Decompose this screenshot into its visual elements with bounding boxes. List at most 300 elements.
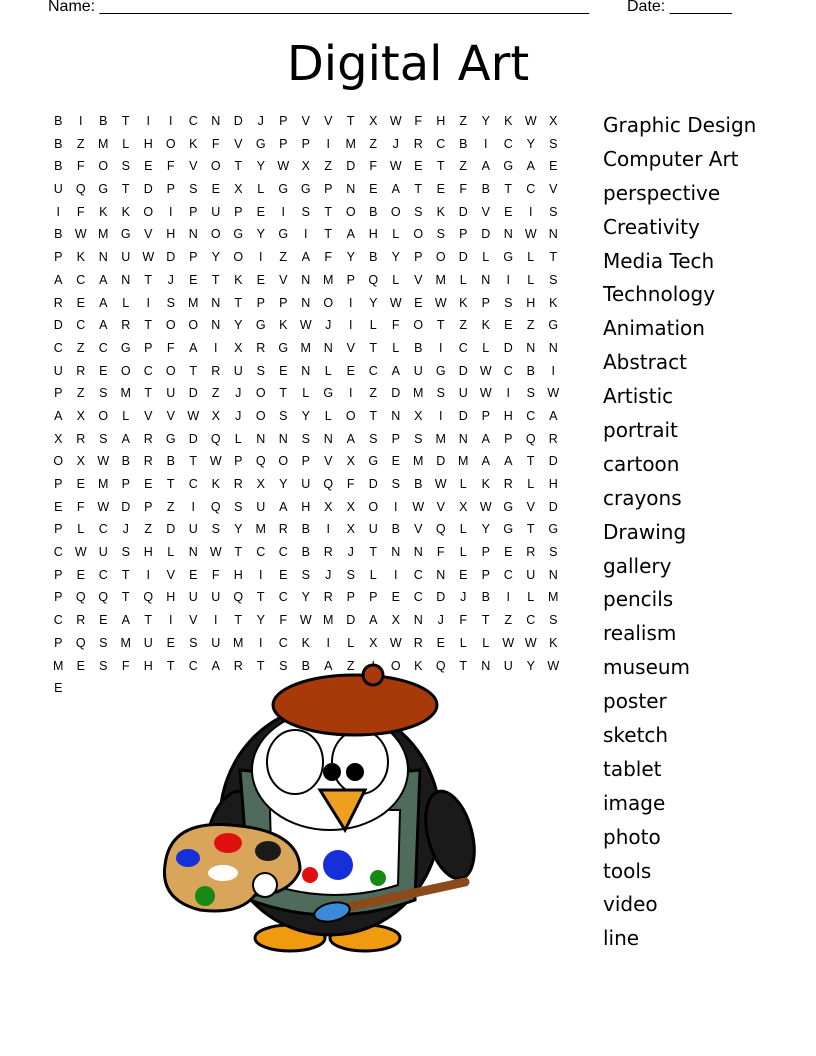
grid-letter[interactable]: L bbox=[392, 340, 400, 355]
grid-letter[interactable]: X bbox=[256, 477, 265, 491]
grid-letter[interactable]: T bbox=[256, 590, 265, 605]
grid-letter[interactable]: A bbox=[391, 363, 400, 378]
grid-letter[interactable]: D bbox=[458, 250, 468, 265]
grid-letter[interactable]: C bbox=[98, 567, 108, 582]
grid-letter[interactable]: S bbox=[189, 635, 198, 650]
grid-letter[interactable]: W bbox=[389, 635, 402, 650]
grid-letter[interactable]: I bbox=[146, 295, 150, 310]
grid-letter[interactable]: B bbox=[481, 182, 490, 197]
grid-letter[interactable]: S bbox=[279, 658, 288, 673]
grid-letter[interactable]: I bbox=[394, 567, 398, 582]
grid-letter[interactable]: D bbox=[548, 454, 558, 469]
grid-letter[interactable]: I bbox=[191, 499, 195, 514]
grid-letter[interactable]: C bbox=[368, 363, 378, 378]
grid-letter[interactable]: L bbox=[459, 635, 467, 650]
grid-letter[interactable]: P bbox=[256, 295, 265, 310]
grid-letter[interactable]: B bbox=[54, 159, 63, 174]
grid-letter[interactable]: T bbox=[234, 295, 243, 310]
grid-letter[interactable]: L bbox=[482, 250, 490, 265]
grid-letter[interactable]: R bbox=[233, 658, 243, 673]
grid-letter[interactable]: F bbox=[436, 545, 445, 560]
grid-letter[interactable]: K bbox=[76, 250, 85, 265]
grid-letter[interactable]: Z bbox=[459, 114, 468, 128]
grid-letter[interactable]: T bbox=[144, 272, 153, 287]
grid-letter[interactable]: X bbox=[391, 613, 400, 628]
grid-letter[interactable]: D bbox=[458, 204, 468, 219]
grid-letter[interactable]: R bbox=[143, 431, 153, 446]
grid-letter[interactable]: E bbox=[504, 204, 513, 219]
grid-letter[interactable]: L bbox=[302, 386, 310, 401]
grid-letter[interactable]: E bbox=[76, 477, 85, 491]
grid-letter[interactable]: E bbox=[549, 159, 558, 174]
grid-letter[interactable]: S bbox=[279, 408, 288, 423]
grid-letter[interactable]: T bbox=[211, 272, 220, 287]
grid-letter[interactable]: I bbox=[394, 499, 398, 514]
grid-letter[interactable]: Q bbox=[525, 431, 536, 446]
grid-letter[interactable]: E bbox=[144, 159, 153, 174]
grid-letter[interactable]: K bbox=[549, 635, 558, 650]
grid-letter[interactable]: I bbox=[326, 522, 330, 537]
grid-letter[interactable]: V bbox=[189, 159, 198, 174]
grid-letter[interactable]: N bbox=[256, 431, 266, 446]
grid-letter[interactable]: P bbox=[504, 431, 513, 446]
grid-letter[interactable]: N bbox=[413, 613, 423, 628]
grid-letter[interactable]: P bbox=[234, 454, 243, 469]
grid-letter[interactable]: S bbox=[256, 363, 265, 378]
grid-letter[interactable]: U bbox=[211, 635, 221, 650]
grid-letter[interactable]: U bbox=[526, 567, 536, 582]
grid-letter[interactable]: R bbox=[76, 613, 86, 628]
grid-letter[interactable]: E bbox=[504, 545, 513, 560]
grid-letter[interactable]: J bbox=[235, 386, 242, 401]
grid-letter[interactable]: O bbox=[165, 136, 176, 151]
grid-letter[interactable]: X bbox=[234, 340, 243, 355]
grid-letter[interactable]: F bbox=[324, 250, 333, 265]
grid-letter[interactable]: C bbox=[503, 363, 513, 378]
grid-letter[interactable]: W bbox=[547, 386, 560, 401]
grid-letter[interactable]: N bbox=[301, 295, 311, 310]
grid-letter[interactable]: P bbox=[54, 635, 63, 650]
grid-letter[interactable]: R bbox=[413, 635, 423, 650]
grid-letter[interactable]: Y bbox=[526, 658, 535, 673]
grid-letter[interactable]: U bbox=[166, 386, 176, 401]
grid-letter[interactable]: R bbox=[323, 545, 333, 560]
grid-letter[interactable]: R bbox=[211, 363, 221, 378]
grid-letter[interactable]: Z bbox=[279, 250, 288, 265]
grid-letter[interactable]: O bbox=[413, 318, 424, 333]
grid-letter[interactable]: F bbox=[459, 613, 468, 628]
grid-letter[interactable]: M bbox=[120, 635, 131, 650]
grid-letter[interactable]: B bbox=[166, 454, 175, 469]
grid-letter[interactable]: O bbox=[120, 363, 131, 378]
grid-letter[interactable]: E bbox=[504, 318, 513, 333]
grid-letter[interactable]: C bbox=[76, 318, 86, 333]
grid-letter[interactable]: T bbox=[526, 454, 535, 469]
grid-letter[interactable]: U bbox=[188, 522, 198, 537]
grid-letter[interactable]: I bbox=[169, 613, 173, 628]
grid-letter[interactable]: K bbox=[99, 204, 108, 219]
grid-letter[interactable]: N bbox=[503, 227, 513, 242]
grid-letter[interactable]: O bbox=[435, 250, 446, 265]
grid-letter[interactable]: X bbox=[369, 114, 378, 128]
grid-letter[interactable]: X bbox=[346, 522, 355, 537]
grid-letter[interactable]: Z bbox=[76, 340, 85, 355]
grid-letter[interactable]: V bbox=[166, 408, 175, 423]
grid-letter[interactable]: D bbox=[436, 454, 446, 469]
grid-letter[interactable]: D bbox=[188, 431, 198, 446]
grid-letter[interactable]: F bbox=[76, 204, 85, 219]
grid-letter[interactable]: U bbox=[53, 182, 63, 197]
grid-letter[interactable]: R bbox=[413, 136, 423, 151]
grid-letter[interactable]: W bbox=[479, 386, 492, 401]
grid-letter[interactable]: J bbox=[325, 318, 332, 333]
grid-letter[interactable]: O bbox=[255, 408, 266, 423]
grid-letter[interactable]: J bbox=[460, 590, 467, 605]
grid-letter[interactable]: W bbox=[277, 159, 290, 174]
grid-letter[interactable]: M bbox=[98, 136, 109, 151]
grid-letter[interactable]: W bbox=[389, 114, 402, 128]
grid-letter[interactable]: H bbox=[166, 227, 176, 242]
grid-letter[interactable]: L bbox=[122, 295, 130, 310]
grid-letter[interactable]: N bbox=[548, 340, 558, 355]
grid-letter[interactable]: B bbox=[54, 227, 63, 242]
grid-letter[interactable]: E bbox=[211, 182, 220, 197]
grid-letter[interactable]: B bbox=[121, 454, 130, 469]
grid-letter[interactable]: G bbox=[503, 159, 514, 174]
grid-letter[interactable]: V bbox=[549, 182, 558, 197]
grid-letter[interactable]: H bbox=[368, 227, 378, 242]
grid-letter[interactable]: Y bbox=[301, 590, 310, 605]
grid-letter[interactable]: C bbox=[526, 613, 536, 628]
grid-letter[interactable]: T bbox=[144, 613, 153, 628]
grid-letter[interactable]: P bbox=[459, 227, 468, 242]
grid-letter[interactable]: W bbox=[524, 635, 537, 650]
grid-letter[interactable]: N bbox=[211, 318, 221, 333]
grid-letter[interactable]: Q bbox=[210, 499, 221, 514]
grid-letter[interactable]: L bbox=[527, 590, 535, 605]
grid-letter[interactable]: T bbox=[234, 159, 243, 174]
grid-letter[interactable]: D bbox=[346, 613, 356, 628]
grid-letter[interactable]: J bbox=[122, 522, 129, 537]
grid-letter[interactable]: F bbox=[459, 182, 468, 197]
grid-letter[interactable]: C bbox=[278, 635, 288, 650]
grid-letter[interactable]: E bbox=[414, 159, 423, 174]
grid-letter[interactable]: A bbox=[504, 454, 513, 469]
grid-letter[interactable]: I bbox=[349, 295, 353, 310]
grid-letter[interactable]: L bbox=[369, 567, 377, 582]
grid-letter[interactable]: K bbox=[459, 295, 468, 310]
grid-letter[interactable]: X bbox=[414, 408, 423, 423]
grid-letter[interactable]: C bbox=[526, 408, 536, 423]
grid-letter[interactable]: N bbox=[188, 227, 198, 242]
grid-letter[interactable]: R bbox=[278, 522, 288, 537]
grid-letter[interactable]: A bbox=[324, 658, 333, 673]
grid-letter[interactable]: C bbox=[413, 567, 423, 582]
grid-letter[interactable]: M bbox=[233, 635, 244, 650]
grid-letter[interactable]: S bbox=[549, 204, 558, 219]
grid-letter[interactable]: L bbox=[459, 522, 467, 537]
grid-letter[interactable]: L bbox=[392, 272, 400, 287]
grid-letter[interactable]: N bbox=[211, 114, 221, 128]
grid-letter[interactable]: Q bbox=[143, 590, 154, 605]
grid-letter[interactable]: P bbox=[189, 204, 198, 219]
grid-letter[interactable]: S bbox=[189, 182, 198, 197]
grid-letter[interactable]: Y bbox=[279, 477, 288, 491]
grid-letter[interactable]: K bbox=[189, 136, 198, 151]
grid-letter[interactable]: P bbox=[346, 590, 355, 605]
grid-letter[interactable]: W bbox=[524, 227, 537, 242]
grid-letter[interactable]: G bbox=[233, 227, 244, 242]
grid-letter[interactable]: Q bbox=[255, 454, 266, 469]
grid-letter[interactable]: X bbox=[76, 454, 85, 469]
grid-letter[interactable]: L bbox=[122, 136, 130, 151]
grid-letter[interactable]: F bbox=[166, 340, 175, 355]
grid-letter[interactable]: I bbox=[529, 204, 533, 219]
grid-letter[interactable]: I bbox=[439, 340, 443, 355]
grid-letter[interactable]: O bbox=[53, 454, 64, 469]
grid-letter[interactable]: V bbox=[144, 408, 153, 423]
grid-letter[interactable]: V bbox=[346, 340, 355, 355]
grid-letter[interactable]: P bbox=[279, 136, 288, 151]
grid-letter[interactable]: T bbox=[279, 386, 288, 401]
grid-letter[interactable]: V bbox=[481, 204, 490, 219]
grid-letter[interactable]: T bbox=[369, 408, 378, 423]
grid-letter[interactable]: E bbox=[99, 613, 108, 628]
grid-letter[interactable]: N bbox=[548, 227, 558, 242]
grid-letter[interactable]: T bbox=[121, 114, 130, 128]
grid-letter[interactable]: S bbox=[526, 386, 535, 401]
grid-letter[interactable]: B bbox=[301, 658, 310, 673]
grid-letter[interactable]: L bbox=[234, 431, 242, 446]
grid-letter[interactable]: P bbox=[144, 340, 153, 355]
grid-letter[interactable]: T bbox=[414, 182, 423, 197]
grid-letter[interactable]: L bbox=[324, 408, 332, 423]
grid-letter[interactable]: C bbox=[188, 477, 198, 491]
grid-letter[interactable]: E bbox=[369, 182, 378, 197]
grid-letter[interactable]: Q bbox=[368, 272, 379, 287]
grid-letter[interactable]: S bbox=[549, 613, 558, 628]
grid-letter[interactable]: C bbox=[503, 136, 513, 151]
grid-letter[interactable]: O bbox=[98, 159, 109, 174]
grid-letter[interactable]: Y bbox=[256, 159, 265, 174]
grid-letter[interactable]: U bbox=[458, 386, 468, 401]
grid-letter[interactable]: L bbox=[77, 522, 85, 537]
grid-letter[interactable]: P bbox=[234, 204, 243, 219]
grid-letter[interactable]: X bbox=[234, 182, 243, 197]
grid-letter[interactable]: X bbox=[549, 114, 558, 128]
grid-letter[interactable]: W bbox=[502, 635, 515, 650]
grid-letter[interactable]: T bbox=[121, 567, 130, 582]
grid-letter[interactable]: M bbox=[345, 136, 356, 151]
grid-letter[interactable]: N bbox=[481, 658, 491, 673]
grid-letter[interactable]: S bbox=[121, 159, 130, 174]
grid-letter[interactable]: J bbox=[167, 272, 174, 287]
grid-letter[interactable]: S bbox=[549, 136, 558, 151]
grid-letter[interactable]: A bbox=[481, 431, 490, 446]
grid-letter[interactable]: S bbox=[369, 431, 378, 446]
grid-letter[interactable]: P bbox=[279, 295, 288, 310]
grid-letter[interactable]: Y bbox=[369, 295, 378, 310]
grid-letter[interactable]: Y bbox=[256, 227, 265, 242]
grid-letter[interactable]: Z bbox=[76, 136, 85, 151]
grid-letter[interactable]: P bbox=[54, 522, 63, 537]
grid-letter[interactable]: P bbox=[414, 250, 423, 265]
grid-letter[interactable]: C bbox=[278, 545, 288, 560]
grid-letter[interactable]: N bbox=[278, 431, 288, 446]
grid-letter[interactable]: B bbox=[99, 114, 108, 128]
grid-letter[interactable]: C bbox=[53, 340, 63, 355]
grid-letter[interactable]: M bbox=[323, 613, 334, 628]
grid-letter[interactable]: V bbox=[189, 613, 198, 628]
grid-letter[interactable]: R bbox=[503, 477, 513, 491]
grid-letter[interactable]: P bbox=[391, 431, 400, 446]
grid-letter[interactable]: V bbox=[166, 567, 175, 582]
grid-letter[interactable]: S bbox=[99, 431, 108, 446]
grid-letter[interactable]: H bbox=[526, 295, 536, 310]
grid-letter[interactable]: O bbox=[165, 318, 176, 333]
grid-letter[interactable]: L bbox=[257, 182, 265, 197]
grid-letter[interactable]: R bbox=[76, 431, 86, 446]
grid-letter[interactable]: S bbox=[99, 635, 108, 650]
grid-letter[interactable]: D bbox=[391, 386, 401, 401]
grid-letter[interactable]: J bbox=[257, 114, 264, 128]
grid-letter[interactable]: P bbox=[54, 567, 63, 582]
grid-letter[interactable]: D bbox=[458, 408, 468, 423]
grid-letter[interactable]: P bbox=[324, 182, 333, 197]
grid-letter[interactable]: N bbox=[346, 182, 356, 197]
grid-letter[interactable]: L bbox=[482, 340, 490, 355]
grid-letter[interactable]: W bbox=[209, 454, 222, 469]
grid-letter[interactable]: I bbox=[349, 318, 353, 333]
grid-letter[interactable]: R bbox=[76, 363, 86, 378]
grid-letter[interactable]: L bbox=[369, 318, 377, 333]
grid-letter[interactable]: N bbox=[211, 295, 221, 310]
grid-letter[interactable]: Y bbox=[346, 250, 355, 265]
grid-letter[interactable]: M bbox=[413, 386, 424, 401]
grid-letter[interactable]: A bbox=[54, 272, 63, 287]
grid-letter[interactable]: D bbox=[53, 318, 63, 333]
grid-letter[interactable]: N bbox=[413, 545, 423, 560]
grid-letter[interactable]: P bbox=[189, 250, 198, 265]
grid-letter[interactable]: A bbox=[369, 613, 378, 628]
grid-letter[interactable]: E bbox=[189, 272, 198, 287]
grid-letter[interactable]: J bbox=[392, 136, 399, 151]
grid-letter[interactable]: B bbox=[481, 590, 490, 605]
grid-letter[interactable]: J bbox=[235, 408, 242, 423]
grid-letter[interactable]: U bbox=[233, 363, 243, 378]
grid-letter[interactable]: S bbox=[301, 204, 310, 219]
grid-letter[interactable]: I bbox=[551, 363, 555, 378]
grid-letter[interactable]: P bbox=[481, 545, 490, 560]
grid-letter[interactable]: T bbox=[144, 318, 153, 333]
grid-letter[interactable]: O bbox=[390, 204, 401, 219]
word-search-grid[interactable] bbox=[47, 110, 587, 700]
grid-letter[interactable]: M bbox=[188, 295, 199, 310]
grid-letter[interactable]: W bbox=[389, 295, 402, 310]
grid-letter[interactable]: W bbox=[97, 454, 110, 469]
grid-letter[interactable]: T bbox=[526, 522, 535, 537]
grid-letter[interactable]: M bbox=[548, 590, 559, 605]
grid-letter[interactable]: L bbox=[122, 408, 130, 423]
grid-letter[interactable]: W bbox=[74, 227, 87, 242]
grid-letter[interactable]: K bbox=[481, 477, 490, 491]
grid-letter[interactable]: T bbox=[324, 227, 333, 242]
grid-letter[interactable]: W bbox=[74, 545, 87, 560]
grid-letter[interactable]: C bbox=[143, 363, 153, 378]
grid-letter[interactable]: H bbox=[143, 545, 153, 560]
grid-letter[interactable]: P bbox=[481, 408, 490, 423]
grid-letter[interactable]: I bbox=[506, 590, 510, 605]
grid-letter[interactable]: U bbox=[188, 590, 198, 605]
grid-letter[interactable]: C bbox=[458, 340, 468, 355]
grid-letter[interactable]: F bbox=[76, 499, 85, 514]
grid-letter[interactable]: W bbox=[412, 499, 425, 514]
grid-letter[interactable]: T bbox=[189, 363, 198, 378]
grid-letter[interactable]: H bbox=[143, 658, 153, 673]
grid-letter[interactable]: S bbox=[166, 295, 175, 310]
grid-letter[interactable]: A bbox=[211, 658, 220, 673]
grid-letter[interactable]: B bbox=[369, 204, 378, 219]
grid-letter[interactable]: A bbox=[346, 431, 355, 446]
grid-letter[interactable]: G bbox=[503, 522, 514, 537]
grid-letter[interactable]: I bbox=[326, 136, 330, 151]
grid-letter[interactable]: M bbox=[300, 340, 311, 355]
grid-letter[interactable]: I bbox=[169, 114, 173, 128]
grid-letter[interactable]: R bbox=[256, 340, 266, 355]
grid-letter[interactable]: B bbox=[459, 136, 468, 151]
grid-letter[interactable]: Q bbox=[75, 590, 86, 605]
grid-letter[interactable]: Q bbox=[75, 635, 86, 650]
grid-letter[interactable]: T bbox=[369, 340, 378, 355]
grid-letter[interactable]: P bbox=[166, 182, 175, 197]
grid-letter[interactable]: Z bbox=[144, 522, 153, 537]
grid-letter[interactable]: M bbox=[98, 227, 109, 242]
grid-letter[interactable]: P bbox=[121, 477, 130, 491]
date-field[interactable]: Date: _______ bbox=[627, 0, 732, 15]
grid-letter[interactable]: O bbox=[368, 499, 379, 514]
grid-letter[interactable]: O bbox=[278, 454, 289, 469]
grid-letter[interactable]: L bbox=[459, 477, 467, 491]
grid-letter[interactable]: I bbox=[146, 114, 150, 128]
grid-letter[interactable]: J bbox=[437, 613, 444, 628]
grid-letter[interactable]: T bbox=[369, 545, 378, 560]
grid-letter[interactable]: U bbox=[143, 635, 153, 650]
grid-letter[interactable]: E bbox=[279, 567, 288, 582]
grid-letter[interactable]: T bbox=[256, 658, 265, 673]
grid-letter[interactable]: G bbox=[435, 363, 446, 378]
grid-letter[interactable]: Z bbox=[324, 159, 333, 174]
grid-letter[interactable]: S bbox=[414, 431, 423, 446]
grid-letter[interactable]: N bbox=[121, 272, 131, 287]
grid-letter[interactable]: O bbox=[165, 363, 176, 378]
grid-letter[interactable]: C bbox=[53, 545, 63, 560]
grid-letter[interactable]: Q bbox=[98, 590, 109, 605]
grid-letter[interactable]: N bbox=[98, 250, 108, 265]
grid-letter[interactable]: H bbox=[301, 499, 311, 514]
grid-letter[interactable]: T bbox=[144, 386, 153, 401]
grid-letter[interactable]: X bbox=[211, 408, 220, 423]
grid-letter[interactable]: E bbox=[54, 499, 63, 514]
grid-letter[interactable]: Y bbox=[234, 522, 243, 537]
grid-letter[interactable]: Z bbox=[459, 318, 468, 333]
grid-letter[interactable]: T bbox=[166, 477, 175, 491]
grid-letter[interactable]: Q bbox=[435, 658, 446, 673]
grid-letter[interactable]: O bbox=[210, 159, 221, 174]
grid-letter[interactable]: M bbox=[53, 658, 64, 673]
grid-letter[interactable]: U bbox=[121, 250, 131, 265]
grid-letter[interactable]: R bbox=[121, 318, 131, 333]
grid-letter[interactable]: W bbox=[97, 499, 110, 514]
